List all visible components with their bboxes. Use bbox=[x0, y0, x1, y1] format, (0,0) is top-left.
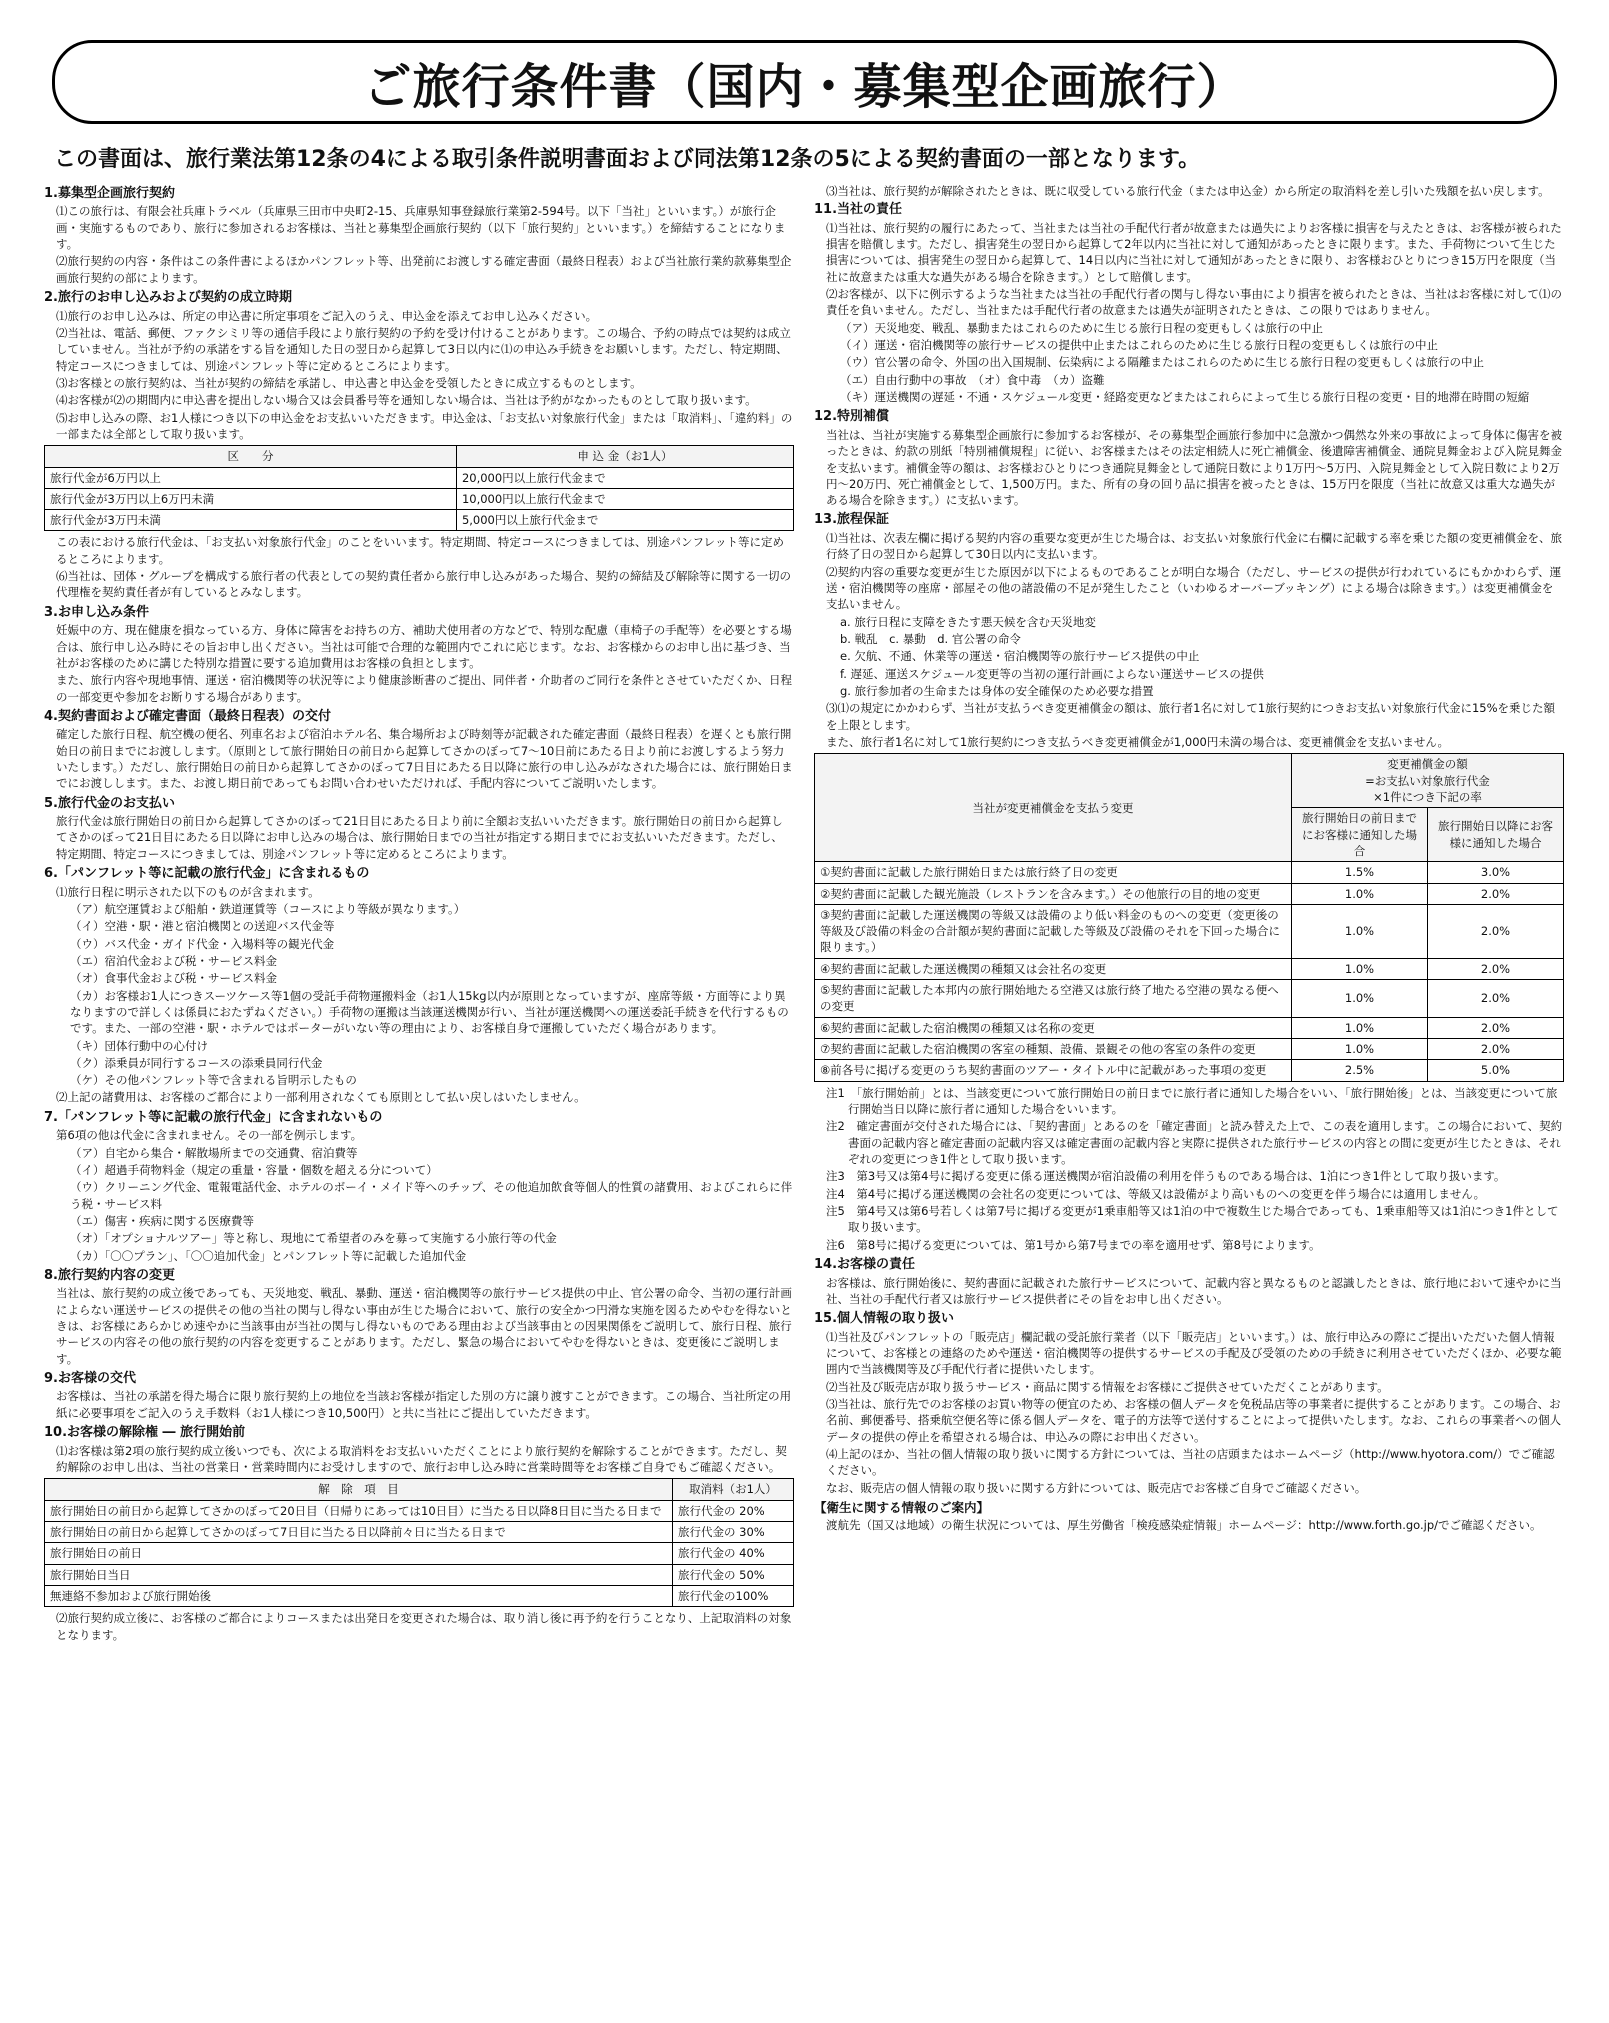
table-cell: 旅行代金の100% bbox=[673, 1585, 794, 1606]
section-heading: 11.当社の責任 bbox=[814, 202, 903, 218]
paragraph: また、旅行者1名に対して1旅行契約につき支払うべき変更補償金が1,000円未満の場合は、変更補償金を支払いません。 bbox=[826, 734, 1450, 749]
note-item: 注4 第4号に掲げる運送機関の会社名の変更については、等級又は設備がより高いものへの変更を伴う場合には適用しません。 bbox=[826, 1186, 1486, 1201]
section-heading: 14.お客様の責任 bbox=[814, 1257, 916, 1273]
list-item: （エ）傷害・疾病に関する医療費等 bbox=[70, 1213, 254, 1228]
table-row bbox=[815, 980, 1564, 1018]
list-item: （イ）空港・駅・港と宿泊機関との送迎バス代金等 bbox=[70, 919, 335, 934]
section-1 bbox=[44, 185, 794, 286]
table-header-row bbox=[815, 754, 1564, 808]
table-row bbox=[815, 1060, 1564, 1081]
section-4 bbox=[44, 708, 794, 792]
table-header-row bbox=[45, 1479, 794, 1500]
section-heading: 1.募集型企画旅行契約 bbox=[44, 186, 175, 201]
table-cell: ③契約書面に記載した運送機関の等級又は設備のより低い料金のものへの変更（変更後の等級及び設備の料金の合計額が契約書面に記載した等級及び設備のそれを下回った場合に限ります。） bbox=[815, 904, 1292, 958]
list-item: f. 遅延、運送スケジュール変更等の当初の運行計画によらない運送サービスの提供 bbox=[840, 666, 1264, 681]
paragraph: ⑴旅行のお申し込みは、所定の申込書に所定事項をご記入のうえ、申込金を添えてお申し込みください。 bbox=[56, 308, 598, 323]
list-item: （オ）「オプショナルツアー」等と称し、現地にて希望者のみを募って実施する小旅行等の代金 bbox=[70, 1231, 557, 1246]
table-row bbox=[815, 958, 1564, 979]
table-cell: 旅行代金が3万円未満 bbox=[45, 510, 457, 531]
paragraph: 旅行代金は旅行開始日の前日から起算してさかのぼって21日目にあたる日より前に全額お支払いいただきます。旅行開始日の前日から起算してさかのぼって21日目にあたる日以降にお申し込みの場合は、旅行開始日までの当社が指定する期日までにお支払いいただきます。ただし、特定期間、特定コースにつきましては、別途パンフレット等に定めるところによります。 bbox=[56, 814, 783, 861]
title-banner bbox=[52, 40, 1557, 124]
section-heading: 7.「パンフレット等に記載の旅行代金」に含まれないもの bbox=[44, 1109, 383, 1125]
section-heading: 3.お申し込み条件 bbox=[44, 604, 149, 620]
table-row bbox=[815, 1017, 1564, 1038]
paragraph: ⑷お客様が⑵の期間内に申込書を提出しない場合又は会員番号等を通知しない場合は、当社は予約がなかったものとして取り扱います。 bbox=[56, 393, 757, 408]
table-cell: 1.0% bbox=[1292, 1039, 1428, 1060]
table-header: 区 分 bbox=[45, 446, 457, 467]
section-heading: 9.お客様の交代 bbox=[44, 1370, 136, 1386]
table-header: 申 込 金（お1人） bbox=[456, 446, 793, 467]
table-cell: ⑥契約書面に記載した宿泊機関の種類又は名称の変更 bbox=[815, 1017, 1292, 1038]
section-heading: 8.旅行契約内容の変更 bbox=[44, 1267, 175, 1283]
table-cell: 1.0% bbox=[1292, 1017, 1428, 1038]
table-cell: 旅行代金の 20% bbox=[673, 1500, 794, 1521]
section-9 bbox=[44, 1370, 794, 1421]
table-cell: 2.0% bbox=[1428, 1017, 1564, 1038]
paragraph: ⑵旅行契約成立後に、お客様のご都合によりコースまたは出発日を変更された場合は、取り消し後に再予約を行うことなり、上記取消料の対象となります。 bbox=[56, 1611, 792, 1642]
section-11 bbox=[814, 201, 1564, 405]
table-cell: ④契約書面に記載した運送機関の種類又は会社名の変更 bbox=[815, 958, 1292, 979]
list-item: （キ）運送機関の遅延・不通・スケジュール変更・経路変更などまたはこれらによって生じる旅行日程の変更・目的地滞在時間の短縮 bbox=[840, 390, 1530, 405]
table-cell: 2.0% bbox=[1428, 1039, 1564, 1060]
table-row bbox=[45, 488, 794, 509]
paragraph: ⑴お客様は第2項の旅行契約成立後いつでも、次による取消料をお支払いいただくことにより旅行契約を解除することができます。ただし、契約解除のお申し出は、当社の営業日・営業時間内にお受けしますので、旅行お申し込み時に営業時間等をお客様ご自身でもご確認ください。 bbox=[56, 1443, 787, 1474]
paragraph: ⑶当社は、旅行契約が解除されたときは、既に収受している旅行代金（または申込金）から所定の取消料を差し引いた残額を払い戻します。 bbox=[826, 184, 1550, 198]
table-row bbox=[45, 1543, 794, 1564]
compensation-table bbox=[814, 753, 1564, 1082]
list-item: （ウ）クリーニング代金、電報電話代金、ホテルのボーイ・メイド等へのチップ、その他追加飲食等個人的性質の諸費用、およびこれらに伴う税・サービス料 bbox=[70, 1180, 793, 1211]
paragraph: 当社は、当社が実施する募集型企画旅行に参加するお客様が、その募集型企画旅行参加中に急激かつ偶然な外来の事故によって身体に傷害を被ったときは、約款の別紙「特別補償規程」に従い、お客様またはその法定相続人に死亡補償金、後遺障害補償金、通院見舞金および入院見舞金を支払います。補償金等の額は、お客様おひとりにつき通院見舞金として通院日数により1万円〜5万円、入院見舞金として入院日数により2万円〜20万円、死亡補償金として、1,500万円。また、所有の身の回り品に損害を被ったときは、15万円を限度（当社に故意又は重大な過失がある場合を除きます。）に支払います。 bbox=[826, 427, 1562, 508]
table-cell: 1.0% bbox=[1292, 904, 1428, 958]
list-item: （キ）団体行動中の心付け bbox=[70, 1038, 208, 1053]
section-6 bbox=[44, 865, 794, 1106]
paragraph: また、旅行内容や現地事情、運送・宿泊機関等の状況等により健康診断書のご提出、同伴者・介助者のご同行を条件とさせていただくか、日程の一部変更や参加をお断りする場合があります。 bbox=[56, 673, 792, 704]
paragraph: 確定した旅行日程、航空機の便名、列車名および宿泊ホテル名、集合場所および時刻等が記載された確定書面（最終日程表）を遅くとも旅行開始日の前日までにお渡しします。（原則として旅行開始日の前日から起算してさかのぼって7〜10日前にあたる日より前にお渡しするよう努力いたします。）ただし、旅行開始日の前日から起算してさかのぼって7日目にあたる日以降に旅行の申し込みがなされた場合には、旅行開始日までにお渡しします。また、お渡し期日前であってもお問い合わせいただければ、手配内容についてご説明いたします。 bbox=[56, 727, 793, 791]
table-cell: 1.0% bbox=[1292, 980, 1428, 1018]
left-column bbox=[44, 183, 794, 1646]
note-item: 注5 第4号又は第6号若しくは第7号に掲げる変更が1乗車船等又は1泊の中で複数生じた場合であっても、1乗車船等又は1泊につき1件として取り扱います。 bbox=[826, 1204, 1559, 1235]
table-cell: ②契約書面に記載した観光施設（レストランを含みます。）その他旅行の目的地の変更 bbox=[815, 883, 1292, 904]
table-cell: ⑤契約書面に記載した本邦内の旅行開始地たる空港又は旅行終了地たる空港の異なる便への変更 bbox=[815, 980, 1292, 1018]
paragraph: ⑵上記の諸費用は、お客様のご都合により一部利用されなくても原則として払い戻しはいたしません。 bbox=[56, 1090, 586, 1105]
list-item: （カ）「〇〇プラン」、「〇〇追加代金」とパンフレット等に記載した追加代金 bbox=[70, 1248, 467, 1263]
table-cell: 旅行開始日の前日 bbox=[45, 1543, 673, 1564]
list-item: e. 欠航、不通、休業等の運送・宿泊機関等の旅行サービス提供の中止 bbox=[840, 649, 1200, 664]
table-cell: 旅行代金が3万円以上6万円未満 bbox=[45, 488, 457, 509]
table-cell: 2.0% bbox=[1428, 883, 1564, 904]
table-cell: 10,000円以上旅行代金まで bbox=[456, 488, 793, 509]
list-item: （ク）添乗員が同行するコースの添乗員同行代金 bbox=[70, 1055, 323, 1070]
paragraph: ⑴当社は、次表左欄に掲げる契約内容の重要な変更が生じた場合は、お支払い対象旅行代金に右欄に記載する率を乗じた額の変更補償金を、旅行終了日の翌日から起算して30日以内に支払います。 bbox=[826, 530, 1562, 562]
section-heading: 13.旅程保証 bbox=[814, 512, 890, 528]
table-header: 取消料（お1人） bbox=[673, 1479, 794, 1500]
right-column bbox=[814, 183, 1564, 1646]
section-14 bbox=[814, 1256, 1564, 1307]
list-item: a. 旅行日程に支障をきたす悪天候を含む天災地変 bbox=[840, 614, 1096, 629]
list-item: （オ）食事代金および税・サービス料金 bbox=[70, 971, 277, 986]
section-heading: 4.契約書面および確定書面（最終日程表）の交付 bbox=[44, 708, 331, 724]
section-10 bbox=[44, 1424, 794, 1643]
table-header: 当社が変更補償金を支払う変更 bbox=[815, 754, 1292, 862]
section-13 bbox=[814, 511, 1564, 1253]
cancellation-fee-table bbox=[44, 1478, 794, 1607]
section-heading: 10.お客様の解除権 ― 旅行開始前 bbox=[44, 1425, 246, 1441]
paragraph: 渡航先（国又は地域）の衛生状況については、厚生労働省「検疫感染症情報」ホームページ：http://www.forth.go.jp/でご確認ください。 bbox=[826, 1517, 1542, 1532]
paragraph: ⑷上記のほか、当社の個人情報の取り扱いに関する方針については、当社の店頭またはホームページ（http://www.hyotora.com/）でご確認ください。 bbox=[826, 1446, 1555, 1478]
section-heading: 2.旅行のお申し込みおよび契約の成立時期 bbox=[44, 290, 292, 306]
list-item: （ア）自宅から集合・解散場所までの交通費、宿泊費等 bbox=[70, 1145, 358, 1160]
table-row bbox=[815, 1039, 1564, 1060]
section-heading: 【衛生に関する情報のご案内】 bbox=[814, 1499, 990, 1515]
table-row bbox=[45, 1564, 794, 1585]
paragraph: ⑵契約内容の重要な変更が生じた原因が以下によるものであることが明白な場合（ただし、サービスの提供が行われているにもかかわらず、運送・宿泊機関等の座席・部屋その他の諸設備の不足が発生したこと（いわゆるオーバーブッキング）による場合は除きます。）は変更補償金を支払いません。 bbox=[826, 564, 1562, 612]
paragraph: なお、販売店の個人情報の取り扱いに関する方針については、販売店でお客様ご自身でご確認ください。 bbox=[826, 1480, 1367, 1495]
table-header: 解 除 項 目 bbox=[45, 1479, 673, 1500]
table-cell: 無連絡不参加および旅行開始後 bbox=[45, 1585, 673, 1606]
paragraph: 当社は、旅行契約の成立後であっても、天災地変、戦乱、暴動、運送・宿泊機関等の旅行サービス提供の中止、官公署の命令、当初の運行計画によらない運送サービスの提供その他の当社の関与し得ない事由が生じた場合において、旅行の安全かつ円滑な実施を図るためやむを得ないときは、お客様にあらかじめ速やかに当該事由が当社の関与し得ないものである理由および当該事由との因果関係をご説明して、旅行日程、旅行サービスの内容その他の旅行契約の内容を変更することがあります。ただし、緊急の場合においてやむを得ないときは、変更後にご説明します。 bbox=[56, 1286, 792, 1366]
note-item: 注2 確定書面が交付された場合には、「契約書面」とあるのを「確定書面」と読み替えた上で、この表を適用します。この場合において、契約書面の記載内容と確定書面の記載内容又は確定書面の記載内容と実際に提供された旅行サービスの内容との間に変更が生じたときは、それぞれの変更につき1件として取り扱います。 bbox=[826, 1119, 1563, 1167]
paragraph: ⑴当社及びパンフレットの「販売店」欄記載の受託旅行業者（以下「販売店」といいます。）は、旅行申込みの際にご提出いただいた個人情報について、お客様との連絡のためや運送・宿泊機関等の提供するサービスの手配及び受領のための手続きに利用させていただくほか、必要な範囲内で当該機関等及び手配代行者に提供いたします。 bbox=[826, 1329, 1562, 1377]
note-item: 注3 第3号又は第4号に掲げる変更に係る運送機関が宿泊設備の利用を伴うものである場合は、1泊につき1件として取り扱います。 bbox=[826, 1169, 1506, 1184]
table-cell: 2.0% bbox=[1428, 958, 1564, 979]
table-header: 旅行開始日以降にお客様に通知した場合 bbox=[1428, 808, 1564, 862]
table-cell: 1.0% bbox=[1292, 883, 1428, 904]
section-7 bbox=[44, 1109, 794, 1264]
table-cell: 1.0% bbox=[1292, 958, 1428, 979]
list-item: g. 旅行参加者の生命または身体の安全確保のため必要な措置 bbox=[840, 683, 1154, 698]
list-item: （イ）運送・宿泊機関等の旅行サービスの提供中止またはこれらのために生じる旅行日程の変更もしくは旅行の中止 bbox=[840, 338, 1438, 353]
table-cell: 旅行開始日の前日から起算してさかのぼって7日目に当たる日以降前々日に当たる日まで bbox=[45, 1521, 673, 1542]
paragraph: ⑵お客様が、以下に例示するような当社または当社の手配代行者の関与し得ない事由により損害を被られたときは、当社はお客様に対して⑴の責任を負いません。ただし、当社または手配代行者の故意または過失が証明されたときは、この限りではありません。 bbox=[826, 287, 1562, 318]
table-cell: ①契約書面に記載した旅行開始日または旅行終了日の変更 bbox=[815, 862, 1292, 883]
list-item: （エ）自由行動中の事故 （オ）食中毒 （カ）盗難 bbox=[840, 372, 1105, 387]
table-header-row bbox=[45, 446, 794, 467]
list-item: （ウ）バス代金・ガイド代金・入場料等の観光代金 bbox=[70, 936, 335, 951]
paragraph: ⑴この旅行は、有限会社兵庫トラベル（兵庫県三田市中央町2-15、兵庫県知事登録旅行業第2-594号。以下「当社」といいます。）が旅行企画・実施するものであり、旅行に参加されるお客様は、当社と募集型企画旅行契約（以下「旅行契約」といいます。）を締結することになります。 bbox=[56, 204, 786, 252]
table-header: 旅行開始日の前日までにお客様に通知した場合 bbox=[1292, 808, 1428, 862]
section-heading: 6.「パンフレット等に記載の旅行代金」に含まれるもの bbox=[44, 866, 370, 882]
list-item: （イ）超過手荷物料金（規定の重量・容量・個数を超える分について） bbox=[70, 1162, 438, 1177]
intro-text: この書面は、旅行業法第12条の4による取引条件説明書面および同法第12条の5による契約書面の一部となります。 bbox=[54, 147, 1201, 172]
table-cell: 1.5% bbox=[1292, 862, 1428, 883]
section-3 bbox=[44, 604, 794, 705]
table-cell: ⑦契約書面に記載した宿泊機関の客室の種類、設備、景観その他の客室の条件の変更 bbox=[815, 1039, 1292, 1060]
table-cell: 2.5% bbox=[1292, 1060, 1428, 1081]
paragraph: この表における旅行代金は、「お支払い対象旅行代金」のことをいいます。特定期間、特定コースにつきましては、別途パンフレット等に定めるところによります。 bbox=[56, 535, 784, 566]
table-row bbox=[815, 862, 1564, 883]
table-row bbox=[815, 883, 1564, 904]
note-item: 注1 「旅行開始前」とは、当該変更について旅行開始日の前日までに旅行者に通知した場合をいい、「旅行開始後」とは、当該変更について旅行開始当日以降に旅行者に通知した場合をいいます。 bbox=[826, 1085, 1558, 1117]
table-cell: 2.0% bbox=[1428, 904, 1564, 958]
table-cell: 20,000円以上旅行代金まで bbox=[456, 467, 793, 488]
list-item: （カ）お客様お1人につきスーツケース等1個の受託手荷物運搬料金（お1人15kg以内が原則となっていますが、座席等級・方面等により異なりますので詳しくは係員におたずねください。）手荷物の運搬は当該運送機関が行い、当社が運送機関への運送委託手続きを代行するものです。また、一部の空港・駅・ホテルではポーターがいない等の理由により、お客様自身で運搬していただく場合があります。 bbox=[70, 988, 789, 1036]
section-2 bbox=[44, 289, 794, 601]
paragraph: お客様は、旅行開始後に、契約書面に記載された旅行サービスについて、記載内容と異なるものと認識したときは、旅行地において速やかに当社、当社の手配代行者又は旅行サービス提供者にその旨をお申し出ください。 bbox=[826, 1275, 1562, 1306]
table-cell: 5.0% bbox=[1428, 1060, 1564, 1081]
list-item: b. 戦乱 c. 暴動 d. 官公署の命令 bbox=[840, 631, 1021, 646]
notes-list bbox=[814, 1085, 1564, 1253]
table-row bbox=[45, 1585, 794, 1606]
list-item: （ケ）その他パンフレット等で含まれる旨明示したもの bbox=[70, 1073, 357, 1088]
paragraph: 妊娠中の方、現在健康を損なっている方、身体に障害をお持ちの方、補助犬使用者の方などで、特別な配慮（車椅子の手配等）を必要とする場合は、旅行申し込み時にその旨お申し出ください。当社は可能で合理的な範囲内でこれに応じます。なお、お客様からのお申し出に基づき、当社がお客様のために講じた特別な措置に要する追加費用はお客様の負担とします。 bbox=[56, 623, 792, 670]
paragraph: ⑹当社は、団体・グループを構成する旅行者の代表としての契約責任者から旅行申し込みがあった場合、契約の締結及び解除等に関する一切の代理権を契約責任者が有しているとみなします。 bbox=[56, 569, 791, 600]
table-cell: 旅行開始日当日 bbox=[45, 1564, 673, 1585]
list-item: （エ）宿泊代金および税・サービス料金 bbox=[70, 953, 277, 968]
paragraph: ⑸お申し込みの際、お1人様につき以下の申込金をお支払いいただきます。申込金は、「お支払い対象旅行代金」または「取消料」、「違約料」の一部または全部として取り扱います。 bbox=[56, 410, 793, 441]
table-row bbox=[45, 1521, 794, 1542]
table-cell: 旅行代金の 40% bbox=[673, 1543, 794, 1564]
table-cell: 旅行開始日の前日から起算してさかのぼって20日目（日帰りにあっては10日目）に当たる日以降8日目に当たる日まで bbox=[45, 1500, 673, 1521]
table-cell: 5,000円以上旅行代金まで bbox=[456, 510, 793, 531]
table-row bbox=[45, 467, 794, 488]
paragraph: ⑵当社は、電話、郵便、ファクシミリ等の通信手段により旅行契約の予約を受け付けることがあります。この場合、予約の時点では契約は成立していません。当社が予約の承諾をする旨を通知した日の翌日から起算して3日以内に⑴の申込み手続きをお願いします。ただし、特定期間、特定コースにつきましては、別途パンフレット等に定めるところによります。 bbox=[56, 325, 791, 373]
paragraph: ⑴当社は、旅行契約の履行にあたって、当社または当社の手配代行者が故意または過失によりお客様に損害を与えたときは、お客様が被られた損害を賠償します。ただし、損害発生の翌日から起算して2年以内に当社に対して通知があったときに限ります。また、手荷物について生じた損害については、損害発生の翌日から起算して、14日以内に当社に対して通知があったときに限り、お客様おひとりにつき15万円を限度（当社に故意または重大な過失がある場合を除きます。）として賠償します。 bbox=[826, 220, 1562, 284]
paragraph: ⑵当社及び販売店が取り扱うサービス・商品に関する情報をお客様にご提供させていただくことがあります。 bbox=[826, 1379, 1389, 1394]
table-cell: 旅行代金の 30% bbox=[673, 1521, 794, 1542]
table-cell: ⑧前各号に掲げる変更のうち契約書面のツアー・タイトル中に記載があった事項の変更 bbox=[815, 1060, 1292, 1081]
page-title: ご旅行条件書（国内・募集型企画旅行） bbox=[363, 58, 1246, 115]
table-row bbox=[815, 904, 1564, 958]
table-cell: 2.0% bbox=[1428, 980, 1564, 1018]
section-15 bbox=[814, 1310, 1564, 1496]
paragraph: ⑵旅行契約の内容・条件はこの条件書によるほかパンフレット等、出発前にお渡しする確定書面（最終日程表）および当社旅行業約款募集型企画旅行契約の部によります。 bbox=[56, 254, 792, 285]
paragraph: 第6項の他は代金に含まれません。その一部を例示します。 bbox=[56, 1128, 363, 1143]
section-heading: 15.個人情報の取り扱い bbox=[814, 1311, 955, 1327]
paragraph: ⑴旅行日程に明示された以下のものが含まれます。 bbox=[56, 884, 320, 899]
deposit-table bbox=[44, 445, 794, 531]
table-cell: 旅行代金が6万円以上 bbox=[45, 467, 457, 488]
table-cell: 旅行代金の 50% bbox=[673, 1564, 794, 1585]
paragraph: ⑶お客様との旅行契約は、当社が契約の締結を承諾し、申込書と申込金を受領したときに成立するものとします。 bbox=[56, 375, 642, 390]
note-item: 注6 第8号に掲げる変更については、第1号から第7号までの率を適用せず、第8号によります。 bbox=[826, 1237, 1321, 1252]
list-item: （ウ）官公署の命令、外国の出入国規制、伝染病による隔離またはこれらのために生じる旅行日程の変更もしくは旅行の中止 bbox=[840, 355, 1484, 370]
section-8 bbox=[44, 1267, 794, 1367]
paragraph: ⑶当社は、旅行先でのお客様のお買い物等の便宜のため、お客様の個人データを免税品店等の事業者に提供することがあります。この場合、お名前、郵便番号、搭乗航空便名等に係る個人データを、電子的方法等で送付することによって提供いたします。なお、これらの事業者への個人データの提供の停止を希望される場合は、申込みの際にお申出ください。 bbox=[826, 1396, 1562, 1444]
section-heading: 5.旅行代金のお支払い bbox=[44, 795, 175, 811]
table-row bbox=[45, 510, 794, 531]
paragraph: お客様は、当社の承諾を得た場合に限り旅行契約上の地位を当該お客様が指定した別の方に譲り渡すことができます。この場合、当社所定の用紙に必要事項をご記入のうえ手数料（お1人様につき10,500円）と共に当社にご提出していただきます。 bbox=[56, 1389, 792, 1420]
hygiene-info bbox=[814, 1499, 1564, 1533]
section-5 bbox=[44, 795, 794, 862]
list-item: （ア）天災地変、戦乱、暴動またはこれらのために生じる旅行日程の変更もしくは旅行の中止 bbox=[840, 320, 1323, 335]
paragraph: ⑶⑴の規定にかかわらず、当社が支払うべき変更補償金の額は、旅行者1名に対して1旅行契約につきお支払い対象旅行代金に15%を乗じた額を上限とします。 bbox=[826, 701, 1556, 732]
table-row bbox=[45, 1500, 794, 1521]
section-12 bbox=[814, 408, 1564, 508]
table-cell: 3.0% bbox=[1428, 862, 1564, 883]
section-heading: 12.特別補償 bbox=[814, 409, 890, 425]
list-item: （ア）航空運賃および船舶・鉄道運賃等（コースにより等級が異なります。） bbox=[70, 901, 466, 916]
table-header: 変更補償金の額 =お支払い対象旅行代金 ×1件につき下記の率 bbox=[1292, 754, 1564, 808]
